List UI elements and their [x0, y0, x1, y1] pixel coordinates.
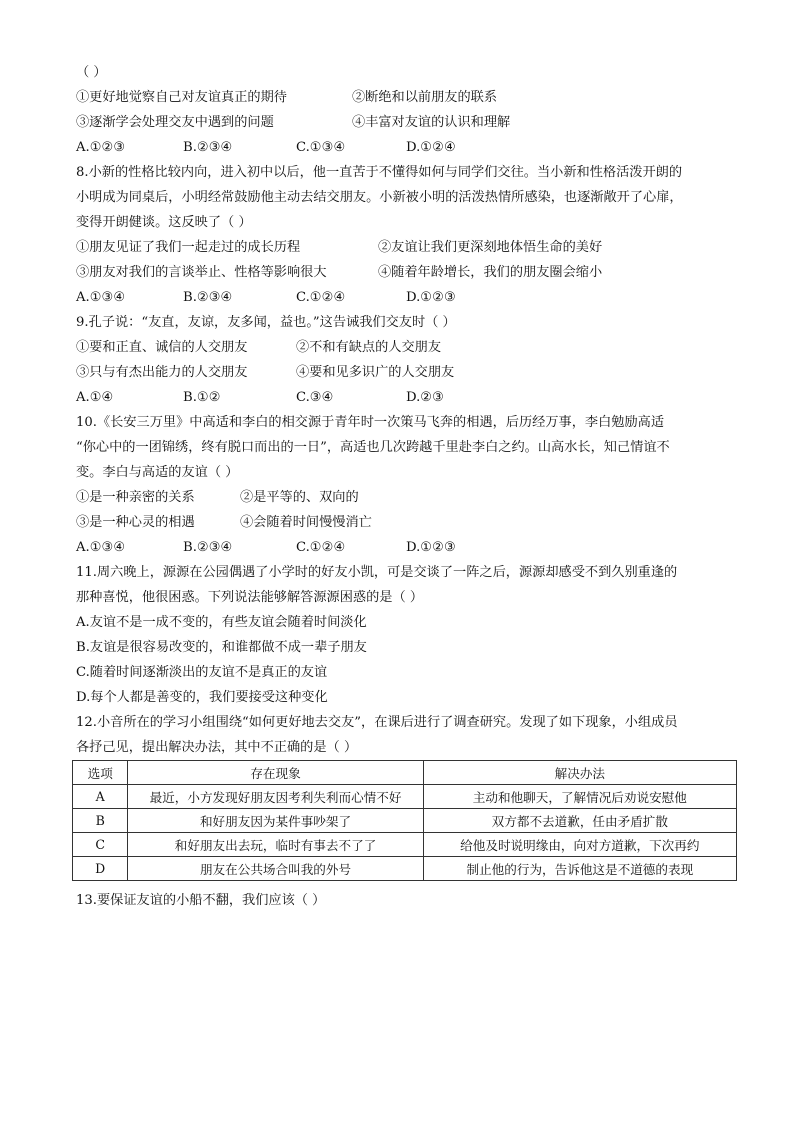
q8-stem-line-2: 小明成为同桌后，小明经常鼓励他主动去结交朋友。小新被小明的活泼热情所感染，也逐渐敞开了心扉， — [76, 190, 683, 205]
table-row — [73, 833, 737, 857]
row-solution: 给他及时说明缘由，向对方道歉，下次再约 — [423, 833, 736, 857]
q8-stem-line-3: 变得开朗健谈。这反映了（ ） — [76, 215, 252, 230]
q7-option-a: A.①②③ — [76, 140, 126, 155]
header-solution: 解决办法 — [423, 761, 736, 785]
q8-statement-4: ④随着年龄增长，我们的朋友圈会缩小 — [378, 265, 603, 280]
row-solution: 主动和他聊天，了解情况后劝说安慰他 — [423, 785, 736, 809]
header-option: 选项 — [73, 761, 128, 785]
row-phenomenon: 和好朋友出去玩，临时有事去不了了 — [128, 833, 423, 857]
q8-option-c: C.①②④ — [296, 290, 346, 305]
row-option: A — [73, 785, 128, 809]
q8-option-a: A.①③④ — [76, 290, 126, 305]
q8-option-b: B.②③④ — [183, 290, 233, 305]
q12-stem-line-1: 12.小音所在的学习小组围绕“如何更好地去交友”，在课后进行了调查研究。发现了如下现象，小组成员 — [76, 715, 678, 730]
row-solution: 制止他的行为，告诉他这是不道德的表现 — [423, 857, 736, 881]
q9-statement-2: ②不和有缺点的人交朋友 — [296, 340, 442, 355]
q9-statement-4: ④要和见多识广的人交朋友 — [296, 365, 455, 380]
q9-option-d: D.②③ — [406, 390, 444, 405]
table-row — [73, 809, 737, 833]
q10-option-b: B.②③④ — [183, 540, 233, 555]
row-option: C — [73, 833, 128, 857]
table-row — [73, 785, 737, 809]
header-phenomenon: 存在现象 — [128, 761, 423, 785]
q7-statement-1: ①更好地觉察自己对友谊真正的期待 — [76, 90, 287, 105]
q9-stem-line-1: 9.孔子说：“友直，友谅，友多闻，益也。”这告诫我们交友时（ ） — [76, 315, 456, 330]
q10-statement-3: ③是一种心灵的相遇 — [76, 515, 195, 530]
q7-option-c: C.①③④ — [296, 140, 346, 155]
q8-statement-2: ②友谊让我们更深刻地体悟生命的美好 — [378, 240, 603, 255]
q8-option-d: D.①②③ — [406, 290, 456, 305]
q10-stem-line-1: 10.《长安三万里》中高适和李白的相交源于青年时一次策马飞奔的相遇，后历经万事，李白勉励高适 — [76, 415, 665, 430]
q11-option-a: A.友谊不是一成不变的，有些友谊会随着时间淡化 — [76, 615, 367, 630]
q9-option-c: C.③④ — [296, 390, 334, 405]
row-option: B — [73, 809, 128, 833]
q9-statement-1: ①要和正直、诚信的人交朋友 — [76, 340, 248, 355]
q12-stem-line-2: 各抒己见，提出解决办法，其中不正确的是（ ） — [76, 740, 358, 755]
table-row — [73, 857, 737, 881]
q9-statement-3: ③只与有杰出能力的人交朋友 — [76, 365, 248, 380]
q7-bracket: （ ） — [76, 65, 107, 80]
q11-stem-line-2: 那种喜悦，他很困惑。下列说法能够解答源源困惑的是（ ） — [76, 590, 424, 605]
q13-stem-line-1: 13.要保证友谊的小船不翻，我们应该（ ） — [76, 893, 326, 908]
q11-stem-line-1: 11.周六晚上，源源在公园偶遇了小学时的好友小凯，可是交谈了一阵之后，源源却感受不到久别重逢的 — [76, 565, 678, 580]
q7-statement-2: ②断绝和以前朋友的联系 — [352, 90, 498, 105]
q8-statement-1: ①朋友见证了我们一起走过的成长历程 — [76, 240, 301, 255]
q11-option-b: B.友谊是很容易改变的，和谁都做不成一辈子朋友 — [76, 640, 367, 655]
q11-option-c: C.随着时间逐渐淡出的友谊不是真正的友谊 — [76, 665, 328, 680]
q10-option-d: D.①②③ — [406, 540, 456, 555]
q10-statement-4: ④会随着时间慢慢消亡 — [240, 515, 372, 530]
q7-option-b: B.②③④ — [183, 140, 233, 155]
q10-option-a: A.①③④ — [76, 540, 126, 555]
row-option: D — [73, 857, 128, 881]
q10-stem-line-2: “你心中的一团锦绣，终有脱口而出的一日”，高适也几次跨越千里赴李白之约。山高水长，知己情谊不 — [76, 440, 670, 455]
q10-stem-line-3: 变。李白与高适的友谊（ ） — [76, 465, 239, 480]
q9-option-b: B.①② — [183, 390, 221, 405]
q11-option-d: D.每个人都是善变的，我们要接受这种变化 — [76, 690, 328, 705]
q10-statement-2: ②是平等的、双向的 — [240, 490, 359, 505]
q7-statement-3: ③逐渐学会处理交友中遇到的问题 — [76, 115, 274, 130]
q12-table — [72, 760, 737, 881]
row-phenomenon: 和好朋友因为某件事吵架了 — [128, 809, 423, 833]
row-phenomenon: 朋友在公共场合叫我的外号 — [128, 857, 423, 881]
table-header-row — [73, 761, 737, 785]
q10-option-c: C.①②④ — [296, 540, 346, 555]
q10-statement-1: ①是一种亲密的关系 — [76, 490, 195, 505]
row-solution: 双方都不去道歉，任由矛盾扩散 — [423, 809, 736, 833]
q8-statement-3: ③朋友对我们的言谈举止、性格等影响很大 — [76, 265, 327, 280]
row-phenomenon: 最近，小方发现好朋友因考利失利而心情不好 — [128, 785, 423, 809]
q7-statement-4: ④丰富对友谊的认识和理解 — [352, 115, 511, 130]
q8-stem-line-1: 8.小新的性格比较内向，进入初中以后，他一直苦于不懂得如何与同学们交往。当小新和性格活泼开朗的 — [76, 165, 683, 180]
q7-option-d: D.①②④ — [406, 140, 456, 155]
q9-option-a: A.①④ — [76, 390, 114, 405]
